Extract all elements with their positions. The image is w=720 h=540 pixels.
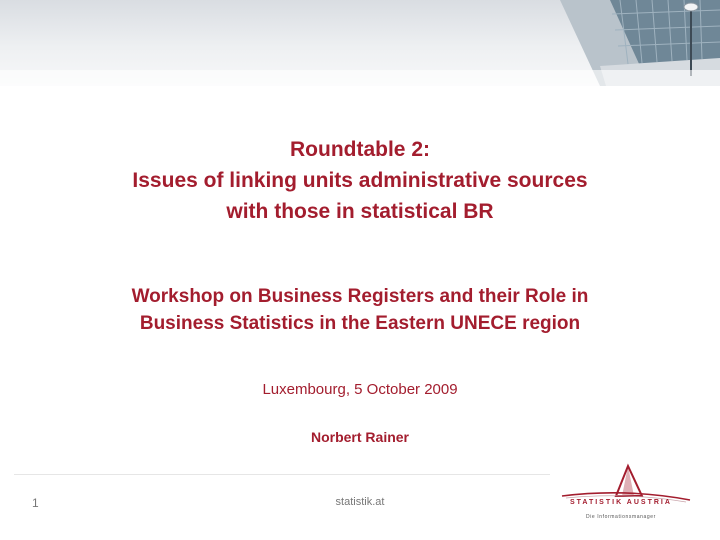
slide-title — [30, 134, 690, 227]
logo-name: STATISTIK AUSTRIA — [570, 499, 672, 506]
title-line: Roundtable 2: — [290, 138, 430, 161]
page-number: 1 — [32, 496, 39, 510]
slide-author: Norbert Rainer — [310, 429, 410, 445]
footer-url: statistik.at — [335, 496, 385, 508]
subtitle-line: Workshop on Business Registers and their Role in — [131, 286, 589, 307]
logo-tagline: Die Informationsmanager — [586, 514, 656, 520]
footer-divider — [14, 474, 550, 475]
header-photo-band — [0, 0, 720, 86]
statistik-austria-logo — [556, 462, 696, 528]
slide-subtitle — [30, 283, 690, 337]
title-line: Issues of linking units administrative sources — [132, 169, 588, 192]
office-building-photo — [0, 0, 720, 86]
title-line: with those in statistical BR — [226, 200, 494, 223]
subtitle-line: Business Statistics in the Eastern UNECE region — [139, 313, 581, 334]
slide-date: Luxembourg, 5 October 2009 — [262, 381, 458, 398]
